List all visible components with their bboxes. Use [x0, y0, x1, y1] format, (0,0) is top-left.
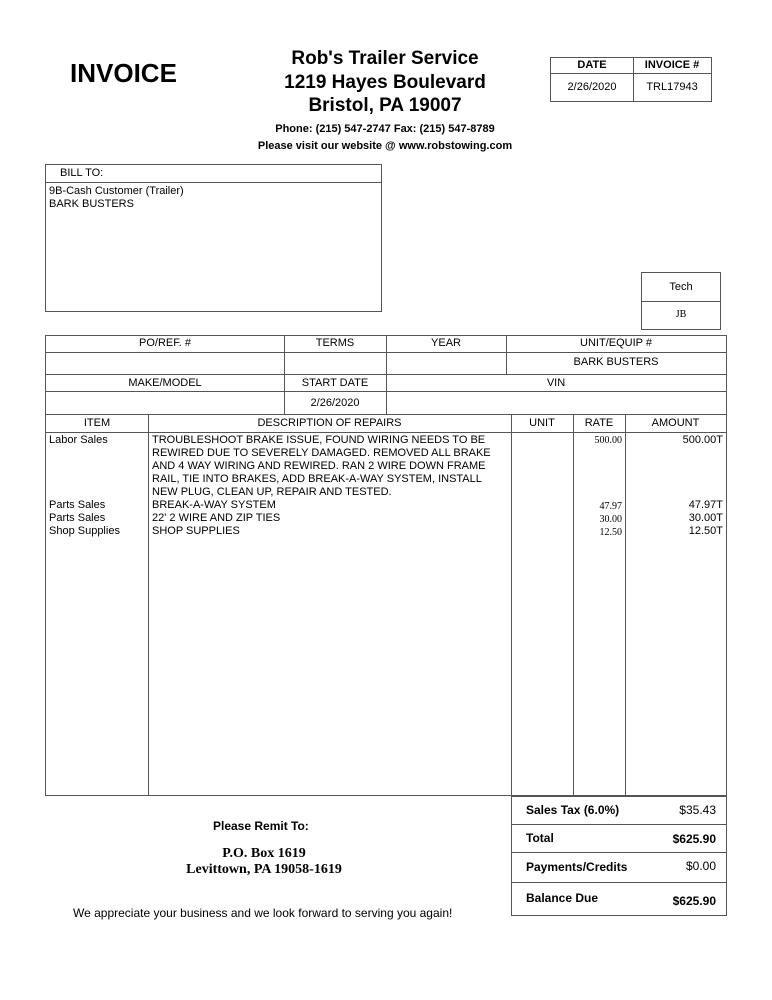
balance-due-value: $625.90	[672, 894, 716, 908]
item-2-desc: BREAK-A-WAY SYSTEM	[152, 499, 276, 511]
item-2-name: Parts Sales	[49, 499, 106, 511]
payments-credits-value: $0.00	[685, 859, 716, 873]
invoice-table	[45, 335, 727, 796]
item-1-desc-line: NEW PLUG, CLEAN UP, REPAIR AND TESTED.	[152, 486, 392, 498]
amount-header: AMOUNT	[651, 417, 700, 429]
make-model-label: MAKE/MODEL	[128, 377, 202, 389]
total-value: $625.90	[672, 832, 716, 846]
company-phone: Phone: (215) 547-2747 Fax: (215) 547-8789	[275, 123, 495, 135]
invoice-number: TRL17943	[646, 81, 698, 93]
rate-header: RATE	[584, 417, 614, 429]
unit-equip-value: BARK BUSTERS	[573, 356, 659, 368]
invoice-number-label: INVOICE #	[644, 59, 700, 71]
item-1-desc-line: RAIL, TIE INTO BRAKES, ADD BREAK-A-WAY SYSTEM, INSTALL	[152, 473, 482, 485]
bill-to-label: BILL TO:	[60, 167, 104, 179]
item-1-desc-line: TROUBLESHOOT BRAKE ISSUE, FOUND WIRING NEEDS TO BE	[152, 434, 486, 446]
company-city: Bristol, PA 19007	[308, 95, 462, 116]
company-website: Please visit our website @ www.robstowing.com	[257, 140, 513, 152]
unit-header: UNIT	[529, 417, 555, 429]
description-header: DESCRIPTION OF REPAIRS	[257, 417, 402, 429]
sales-tax-label: Sales Tax (6.0%)	[526, 803, 620, 817]
date-label: DATE	[577, 59, 607, 71]
bill-to-line1: 9B-Cash Customer (Trailer)	[49, 185, 184, 197]
item-1-desc	[152, 434, 510, 499]
bill-to-line2: BARK BUSTERS	[49, 198, 134, 210]
start-date-value: 2/26/2020	[310, 397, 360, 409]
company-street: 1219 Hayes Boulevard	[284, 72, 486, 93]
item-header: ITEM	[83, 417, 111, 429]
item-2-rate: 47.97	[599, 501, 622, 512]
company-block	[230, 47, 540, 152]
remit-label: Please Remit To:	[213, 819, 309, 833]
total-label: Total	[526, 831, 554, 845]
tech-box	[641, 272, 721, 330]
po-ref-label: PO/REF. #	[139, 337, 191, 349]
tech-value: JB	[675, 309, 687, 320]
tech-label: Tech	[669, 281, 693, 293]
year-label: YEAR	[431, 337, 461, 349]
invoice-meta-box	[550, 57, 712, 102]
item-3-desc: 22' 2 WIRE AND ZIP TIES	[152, 512, 281, 524]
item-3-name: Parts Sales	[49, 512, 106, 524]
item-1-desc-line: AND 4 WAY WIRING AND REWIRED. RAN 2 WIRE DOWN FRAME	[152, 460, 486, 472]
item-1-rate: 500.00	[594, 435, 622, 446]
item-4-amount: 12.50T	[688, 525, 723, 537]
remit-line2: Levittown, PA 19058-1619	[186, 862, 342, 877]
payments-credits-label: Payments/Credits	[526, 860, 628, 874]
sales-tax-value: $35.43	[679, 803, 716, 817]
item-3-rate: 30.00	[599, 514, 622, 525]
balance-due-label: Balance Due	[526, 891, 599, 905]
totals-box	[511, 796, 727, 916]
bill-to-box	[45, 164, 382, 312]
item-4-name: Shop Supplies	[49, 525, 120, 537]
item-3-amount: 30.00T	[688, 512, 723, 524]
invoice-date: 2/26/2020	[567, 81, 617, 93]
vin-label: VIN	[546, 377, 566, 389]
remit-line1: P.O. Box 1619	[222, 846, 306, 861]
item-2-amount: 47.97T	[688, 499, 723, 511]
item-1-desc-line: REWIRED DUE TO SEVERELY DAMAGED. REMOVED ALL BRAKE	[152, 447, 491, 459]
item-1-name: Labor Sales	[49, 434, 108, 446]
terms-label: TERMS	[315, 337, 355, 349]
item-1-amount: 500.00T	[682, 434, 723, 446]
invoice-title: INVOICE	[70, 58, 177, 88]
item-4-rate: 12.50	[599, 527, 622, 538]
item-4-desc: SHOP SUPPLIES	[152, 525, 240, 537]
thank-you-message: We appreciate your business and we look forward to serving you again!	[73, 906, 453, 920]
start-date-label: START DATE	[301, 377, 369, 389]
unit-equip-label: UNIT/EQUIP #	[580, 337, 652, 349]
company-name: Rob's Trailer Service	[291, 48, 479, 69]
